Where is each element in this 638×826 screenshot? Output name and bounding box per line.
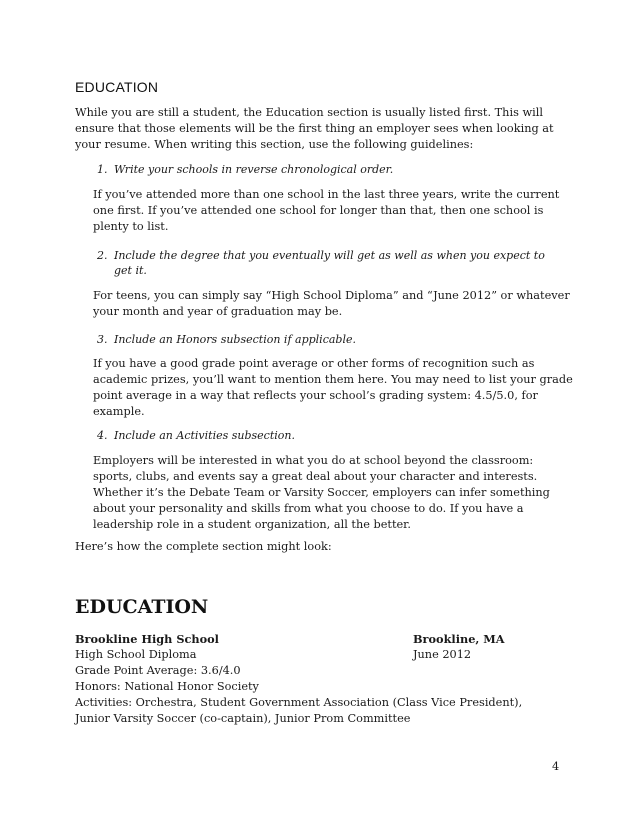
guideline-3-text: Include an Honors subsection if applicable.	[114, 333, 356, 346]
guideline-2-title	[97, 248, 567, 278]
intro-paragraph: While you are still a student, the Education section is usually listed first. This will ensure that those elements will be the first thing an employer sees when looking at your resume. When writing this section, use the following guidelines:	[75, 106, 554, 151]
sample-degree: High School Diploma	[75, 648, 197, 661]
guideline-2-text: Include the degree that you eventually will get as well as when you expect to get it.	[114, 249, 545, 277]
guideline-3-number: 3.	[97, 333, 108, 346]
section-heading: EDUCATION	[75, 79, 159, 95]
sample-school-location: Brookline, MA	[413, 632, 505, 646]
guideline-4-body: Employers will be interested in what you do at school beyond the classroom: sports, clubs, and events say a great deal about your character and interests. Whether it’s the Debate Team or Varsity Soccer, employers can infer something about your personality and skills from what you choose to do. If you have a leadership role in a student organization, all the better.	[93, 454, 550, 531]
guideline-2-body: For teens, you can simply say “High School Diploma” and “June 2012” or whatever your month and year of graduation may be.	[93, 289, 570, 318]
sample-activities-line-1: Activities: Orchestra, Student Government Association (Class Vice President),	[75, 696, 523, 709]
page-number: 4	[552, 760, 560, 773]
guideline-3-title	[97, 332, 567, 347]
sample-gpa: Grade Point Average: 3.6/4.0	[75, 664, 241, 677]
guideline-4-title	[97, 428, 567, 443]
guideline-2-number: 2.	[97, 249, 108, 262]
sample-activities-line-2: Junior Varsity Soccer (co-captain), Junior Prom Committee	[75, 712, 411, 725]
guideline-1-number: 1.	[97, 163, 108, 176]
sample-degree-row	[75, 647, 575, 663]
guideline-4-text: Include an Activities subsection.	[114, 429, 295, 442]
sample-date: June 2012	[413, 648, 472, 661]
sample-section-title: EDUCATION	[75, 596, 209, 618]
guideline-1-title	[97, 162, 567, 177]
sample-honors: Honors: National Honor Society	[75, 680, 259, 693]
guideline-3-body: If you have a good grade point average or other forms of recognition such as academic prizes, you’ll want to mention them here. You may need to list your grade point average in a way that reflects your school’s grading system: 4.5/5.0, for example.	[93, 357, 573, 418]
sample-school-name: Brookline High School	[75, 632, 219, 646]
guideline-1-body: If you’ve attended more than one school in the last three years, write the current one first. If you’ve attended one school for longer than that, then one school is plenty to list.	[93, 188, 560, 233]
sample-school-row	[75, 631, 575, 648]
guideline-1-text: Write your schools in reverse chronological order.	[114, 163, 394, 176]
guideline-4-number: 4.	[97, 429, 108, 442]
outro-paragraph: Here’s how the complete section might look:	[75, 540, 332, 553]
